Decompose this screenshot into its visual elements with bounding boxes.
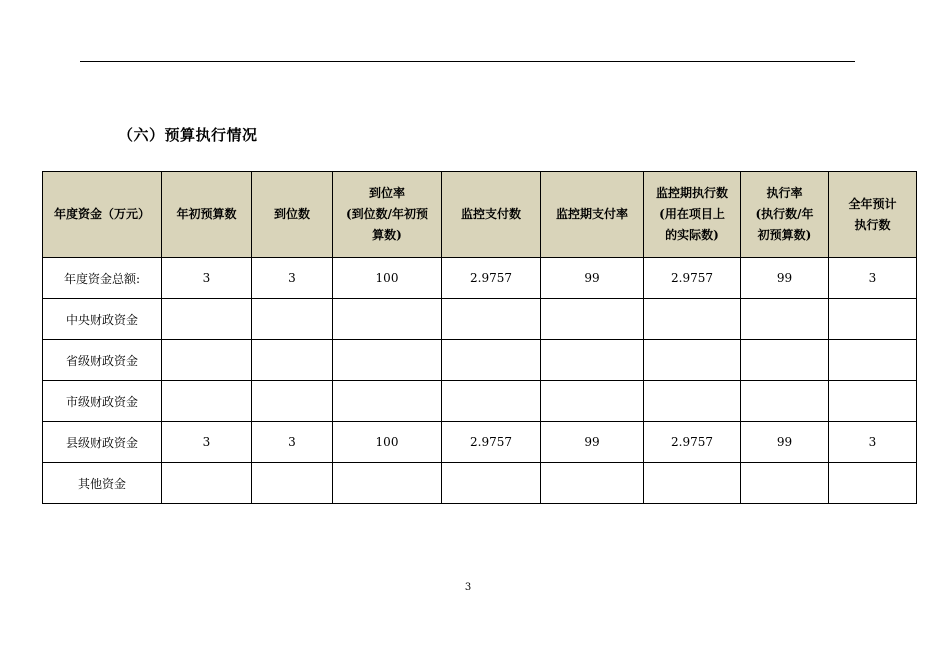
table-cell — [162, 340, 252, 381]
table-cell — [644, 299, 741, 340]
table-cell — [829, 381, 917, 422]
table-cell: 100 — [333, 258, 442, 299]
table-cell: 2.9757 — [644, 258, 741, 299]
table-cell — [162, 463, 252, 504]
header-line: (用在项目上 — [659, 207, 725, 221]
table-cell: 3 — [829, 422, 917, 463]
table-cell — [741, 463, 829, 504]
section-title: （六）预算执行情况 — [118, 126, 258, 144]
table-header-row — [43, 172, 917, 258]
header-line: 监控期执行数 — [655, 186, 728, 200]
header-line: (执行数/年 — [755, 207, 814, 221]
header-line: 到位率 — [368, 186, 405, 200]
budget-execution-table — [42, 171, 917, 504]
table-cell — [829, 463, 917, 504]
table-row — [43, 258, 917, 299]
header-payment-rate — [541, 172, 644, 258]
header-line: 初预算数) — [757, 228, 812, 242]
header-annual-forecast — [829, 172, 917, 258]
table-cell — [442, 381, 541, 422]
table-cell — [333, 463, 442, 504]
header-arrival-rate — [333, 172, 442, 258]
table-cell — [162, 299, 252, 340]
header-monitored-payment — [442, 172, 541, 258]
table-cell: 3 — [162, 422, 252, 463]
header-line: (到位数/年初预 — [345, 207, 429, 221]
table-row — [43, 463, 917, 504]
header-line: 监控支付数 — [460, 207, 521, 221]
table-cell — [829, 299, 917, 340]
table-cell: 3 — [252, 258, 333, 299]
table-cell — [252, 381, 333, 422]
table-cell: 3 — [829, 258, 917, 299]
table-row — [43, 422, 917, 463]
table-cell: 99 — [541, 422, 644, 463]
table-cell — [442, 340, 541, 381]
table-row — [43, 381, 917, 422]
header-rule — [80, 61, 855, 62]
table-cell — [741, 299, 829, 340]
table-cell — [333, 299, 442, 340]
header-line: 年度资金（万元） — [53, 207, 150, 221]
table-cell: 99 — [741, 422, 829, 463]
header-line: 全年预计 — [848, 196, 897, 211]
table-cell: 3 — [252, 422, 333, 463]
table-cell — [442, 463, 541, 504]
header-arrived — [252, 172, 333, 258]
header-execution-rate — [741, 172, 829, 258]
table-cell: 99 — [541, 258, 644, 299]
table-cell — [252, 299, 333, 340]
table-cell: 2.9757 — [442, 422, 541, 463]
table-cell — [644, 381, 741, 422]
table-cell: 2.9757 — [442, 258, 541, 299]
table-row — [43, 299, 917, 340]
table-cell: 99 — [741, 258, 829, 299]
table-cell — [162, 381, 252, 422]
table-cell — [741, 381, 829, 422]
header-line: 到位数 — [273, 207, 310, 221]
table-cell — [541, 340, 644, 381]
header-line: 执行率 — [766, 186, 803, 200]
table-cell: 其他资金 — [43, 463, 162, 504]
table-cell: 市级财政资金 — [43, 381, 162, 422]
header-line: 年初预算数 — [176, 207, 237, 221]
table-cell — [829, 340, 917, 381]
table-cell: 100 — [333, 422, 442, 463]
table-cell — [333, 340, 442, 381]
table-cell — [442, 299, 541, 340]
page-number: 3 — [464, 582, 472, 593]
table-row — [43, 340, 917, 381]
header-initial-budget — [162, 172, 252, 258]
table-cell — [541, 299, 644, 340]
table-cell — [333, 381, 442, 422]
table-cell — [252, 340, 333, 381]
header-line: 算数) — [372, 228, 402, 242]
header-line: 的实际数) — [665, 228, 719, 242]
table-cell: 省级财政资金 — [43, 340, 162, 381]
table-cell: 中央财政资金 — [43, 299, 162, 340]
header-annual-funds — [43, 172, 162, 258]
table-cell — [541, 463, 644, 504]
header-line: 监控期支付率 — [555, 207, 628, 221]
header-line: 执行数 — [854, 217, 891, 232]
table-cell — [741, 340, 829, 381]
table-cell: 年度资金总额: — [43, 258, 162, 299]
table-cell — [644, 463, 741, 504]
table-cell — [541, 381, 644, 422]
table-cell: 县级财政资金 — [43, 422, 162, 463]
header-executed — [644, 172, 741, 258]
table-cell: 3 — [162, 258, 252, 299]
table-cell — [644, 340, 741, 381]
table-cell — [252, 463, 333, 504]
table-cell: 2.9757 — [644, 422, 741, 463]
